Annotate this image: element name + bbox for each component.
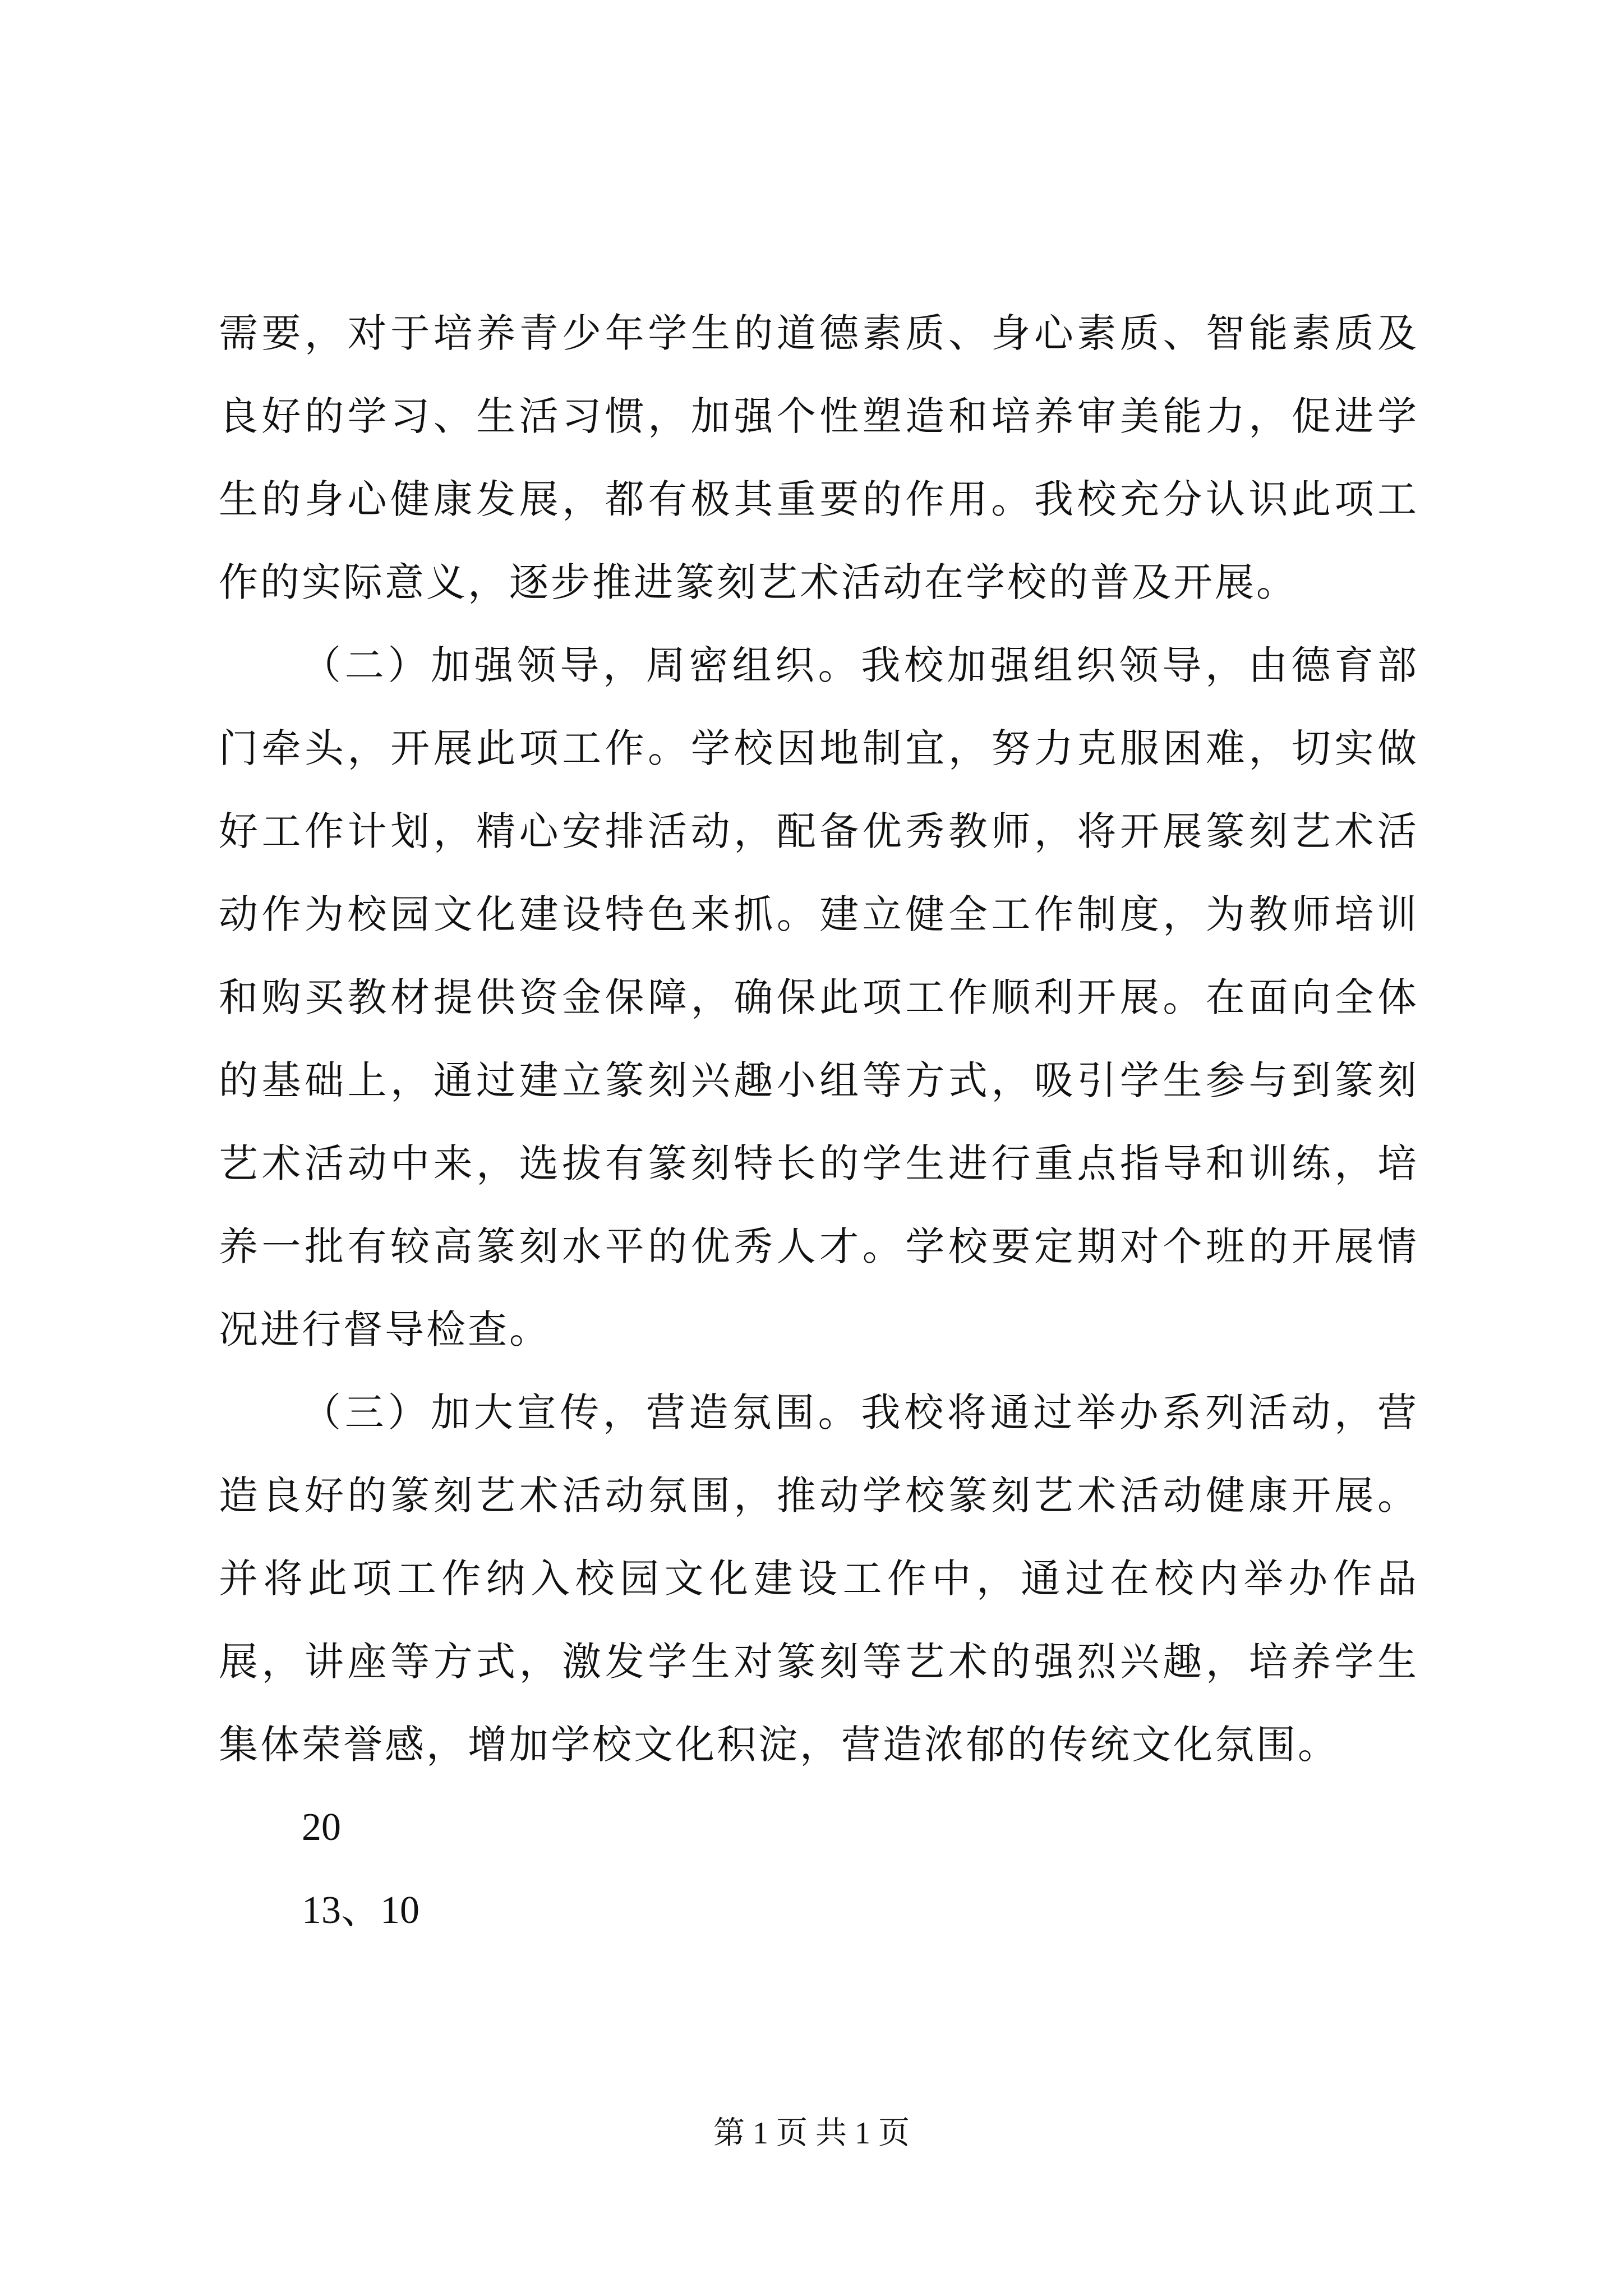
date-line-year: 20 [302, 1806, 341, 1849]
date-line-month-day: 13、10 [302, 1889, 419, 1932]
paragraph-3: （三）加大宣传，营造氛围。我校将通过举办系列活动，营造良好的篆刻艺术活动氛围，推动学校篆刻艺术活动健康开展。并将此项工作纳入校园文化建设工作中，通过在校内举办作品展，讲座等方式，激发学生对篆刻等艺术的强烈兴趣，培养学生集体荣誉感，增加学校文化积淀，营造浓郁的传统文化氛围。 [219, 1389, 1419, 1768]
page-footer: 第 1 页 共 1 页 [713, 2116, 910, 2151]
paragraph-2: （二）加强领导，周密组织。我校加强组织领导，由德育部门牵头，开展此项工作。学校因地制宜，努力克服困难，切实做好工作计划，精心安排活动，配备优秀教师，将开展篆刻艺术活动作为校园文化建设特色来抓。建立健全工作制度，为教师培训和购买教材提供资金保障，确保此项工作顺利开展。在面向全体的基础上，通过建立篆刻兴趣小组等方式，吸引学生参与到篆刻艺术活动中来，选拔有篆刻特长的学生进行重点指导和训练，培养一批有较高篆刻水平的优秀人才。学校要定期对个班的开展情况进行督导检查。 [219, 642, 1419, 1352]
paragraph-1: 需要，对于培养青少年学生的道德素质、身心素质、智能素质及良好的学习、生活习惯，加强个性塑造和培养审美能力，促进学生的身心健康发展，都有极其重要的作用。我校充分认识此项工作的实际意义，逐步推进篆刻艺术活动在学校的普及开展。 [219, 310, 1419, 605]
document-body [219, 292, 1419, 1952]
